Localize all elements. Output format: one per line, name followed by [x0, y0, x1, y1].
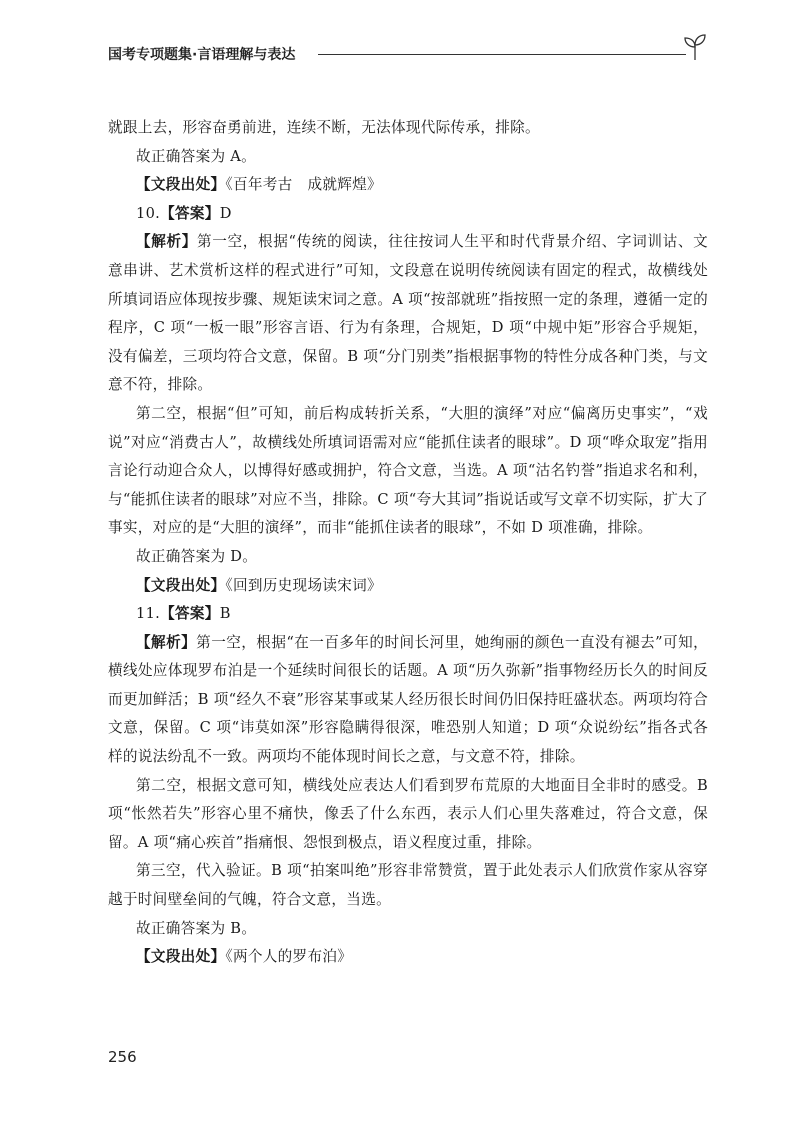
paragraph [108, 915, 708, 944]
paragraph-text: 《两个人的罗布泊》 [225, 948, 353, 966]
question-number: 11. [136, 605, 161, 623]
paragraph [108, 143, 708, 172]
section-label: 【文段出处】 [136, 948, 226, 966]
section-label: 【解析】 [136, 233, 197, 251]
paragraph [108, 400, 708, 543]
section-label: 【文段出处】 [136, 176, 226, 194]
question-number: 10. [136, 204, 161, 222]
header-rule [318, 54, 686, 55]
paragraph-text: 就跟上去，形容奋勇前进，连续不断，无法体现代际传承，排除。 [108, 119, 540, 136]
paragraph [108, 857, 708, 914]
paragraph [108, 228, 708, 400]
section-label: 【答案】 [160, 204, 220, 222]
paragraph-text: B [219, 605, 231, 623]
paragraph-text: 第二空，根据“但”可知，前后构成转折关系，“大胆的演绎”对应“偏离历史事实”，“戏说”对应“消费古人”，故横线处所填词语需对应“能抓住读者的眼球”。D 项“哗众取宠”指用言论行动迎合众人，以博得好感或拥护，符合文意，当选。A 项“沽名钓誉”指追求名和利，与“能抓住读者的眼球”对应不当，排除。C 项“夸大其词”指说话或写文章不切实际，扩大了事实，对应的是“大胆的演绎”，而非“能抓住读者的眼球”，不如 D 项准确，排除。 [108, 404, 708, 537]
paragraph-text: 故正确答案为 B。 [136, 919, 257, 937]
paragraph [108, 772, 708, 858]
paragraph [108, 943, 708, 972]
paragraph [108, 171, 708, 200]
section-label: 【解析】 [136, 633, 197, 651]
sprout-icon [680, 32, 710, 62]
header-title: 国考专项题集·言语理解与表达 [108, 47, 296, 63]
paragraph-text: 第一空，根据“在一百多年的时间长河里，她绚丽的颜色一直没有褪去”可知，横线处应体现罗布泊是一个延续时间很长的话题。A 项“历久弥新”指事物经历长久的时间反而更加鲜活；B 项“经久不衰”形容某事或某人经历很长时间仍旧保持旺盛状态。两项均符合文意，保留。C 项“讳莫如深”形容隐瞒得很深，唯恐别人知道；D 项“众说纷纭”指各式各样的说法纷乱不一致。两项均不能体现时间长之意，与文意不符，排除。 [108, 633, 708, 766]
section-label: 【答案】 [160, 605, 220, 623]
paragraph [108, 114, 708, 143]
paragraph-text: 第二空，根据文意可知，横线处应表达人们看到罗布荒原的大地面目全非时的感受。B 项“怅然若失”形容心里不痛快，像丢了什么东西，表示人们心里失落难过，符合文意，保留。A 项“痛心疾首”指痛恨、怨恨到极点，语义程度过重，排除。 [108, 776, 708, 851]
paragraph [108, 629, 708, 772]
paragraph-text: 第三空，代入验证。B 项“拍案叫绝”形容非常赞赏，置于此处表示人们欣赏作家从容穿越于时间壁垒间的气魄，符合文意，当选。 [108, 862, 708, 909]
paragraph [108, 200, 708, 229]
paragraph [108, 600, 708, 629]
paragraph [108, 543, 708, 572]
section-label: 【文段出处】 [136, 576, 226, 594]
paragraph-text: 《回到历史现场读宋词》 [225, 576, 382, 594]
paragraph-text: 第一空，根据“传统的阅读，往往按词人生平和时代背景介绍、字词训诂、文意串讲、艺术赏析这样的程式进行”可知，文段意在说明传统阅读有固定的程式，故横线处所填词语应体现按步骤、规矩读宋词之意。A 项“按部就班”指按照一定的条理，遵循一定的程序，C 项“一板一眼”形容言语、行为有条理，合规矩，D 项“中规中矩”形容合乎规矩，没有偏差，三项均符合文意，保留。B 项“分门别类”指根据事物的特性分成各种门类，与文意不符，排除。 [108, 233, 708, 394]
answer-explanations [108, 114, 708, 972]
running-header [108, 32, 708, 72]
paragraph-text: 《百年考古 成就辉煌》 [225, 176, 382, 194]
paragraph-text: 故正确答案为 D。 [136, 547, 258, 565]
paragraph-text: 故正确答案为 A。 [136, 147, 257, 165]
paragraph-text: D [219, 204, 232, 222]
page-number: 256 [108, 1048, 137, 1066]
paragraph [108, 572, 708, 601]
